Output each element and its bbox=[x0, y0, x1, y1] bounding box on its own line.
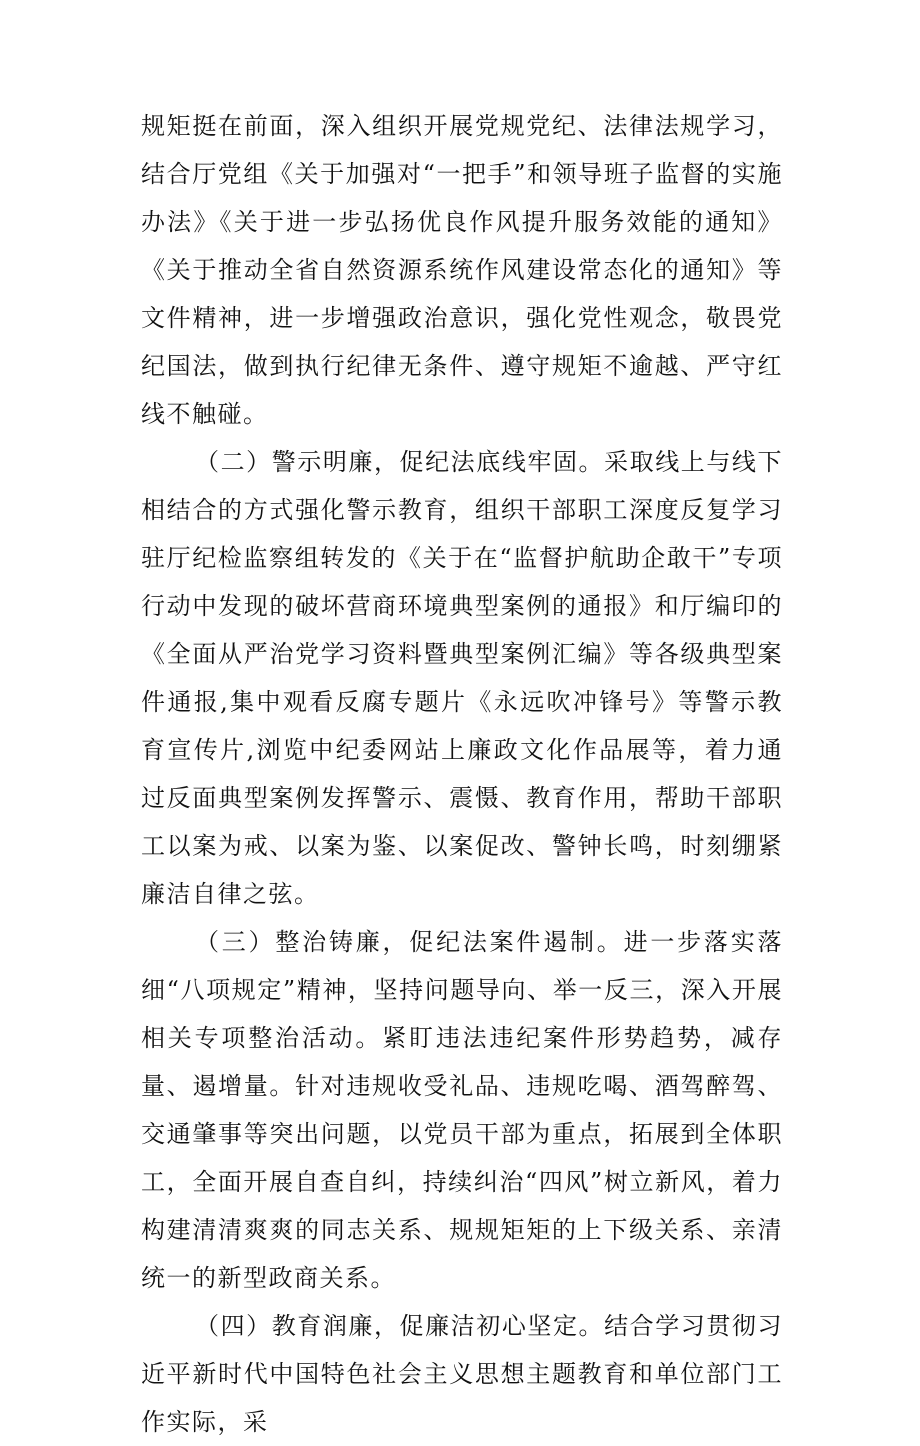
paragraph-section-4: （四）教育润廉，促廉洁初心坚定。结合学习贯彻习近平新时代中国特色社会主义思想主题教育和单位部门工作实际，采 bbox=[141, 1312, 783, 1436]
paragraph-section-3: （三）整治铸廉，促纪法案件遏制。进一步落实落细“八项规定”精神，坚持问题导向、举一反三，深入开展相关专项整治活动。紧盯违法违纪案件形势趋势，减存量、遏增量。针对违规收受礼品、违规吃喝、酒驾醉驾、交通肇事等突出问题，以党员干部为重点，拓展到全体职工，全面开展自查自纠，持续纠治“四风”树立新风，着力构建清清爽爽的同志关系、规规矩矩的上下级关系、亲清统一的新型政商关系。 bbox=[141, 928, 783, 1292]
document-body bbox=[141, 102, 783, 1446]
paragraph-section-2: （二）警示明廉，促纪法底线牢固。采取线上与线下相结合的方式强化警示教育，组织干部职工深度反复学习驻厅纪检监察组转发的《关于在“监督护航助企敢干”专项行动中发现的破坏营商环境典型案例的通报》和厅编印的《全面从严治党学习资料暨典型案例汇编》等各级典型案件通报,集中观看反腐专题片《永远吹冲锋号》等警示教育宣传片,浏览中纪委网站上廉政文化作品展等，着力通过反面典型案例发挥警示、震慑、教育作用，帮助干部职工以案为戒、以案为鉴、以案促改、警钟长鸣，时刻绷紧廉洁自律之弦。 bbox=[141, 448, 783, 908]
paragraph-continuation: 规矩挺在前面，深入组织开展党规党纪、法律法规学习，结合厅党组《关于加强对“一把手”和领导班子监督的实施办法》《关于进一步弘扬优良作风提升服务效能的通知》《关于推动全省自然资源系统作风建设常态化的通知》等文件精神，进一步增强政治意识，强化党性观念，敬畏党纪国法，做到执行纪律无条件、遵守规矩不逾越、严守红线不触碰。 bbox=[141, 112, 783, 428]
